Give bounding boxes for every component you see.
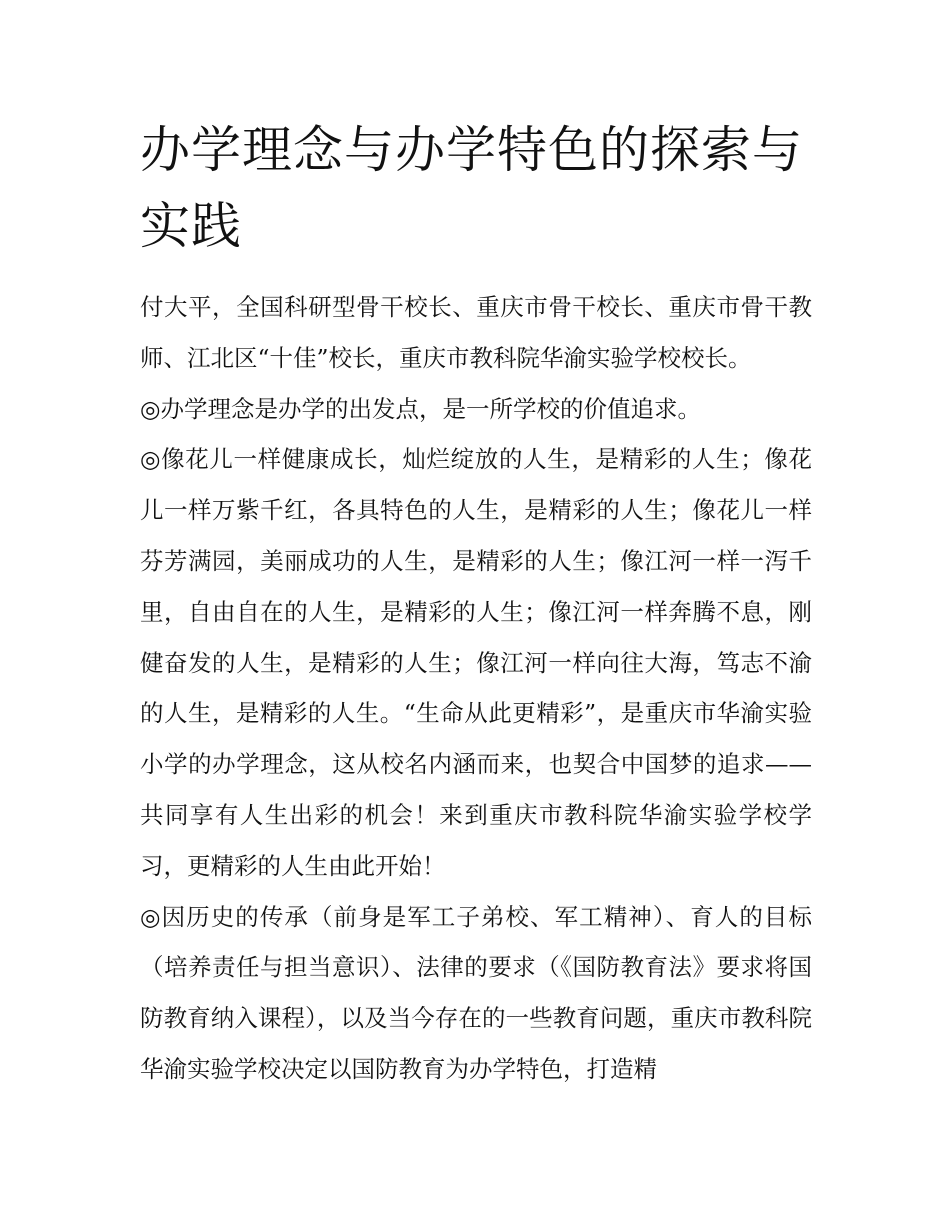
- document-body: [140, 282, 812, 1095]
- flower-river-paragraph: ◎像花儿一样健康成长，灿烂绽放的人生，是精彩的人生；像花儿一样万紫千红，各具特色的人生，是精彩的人生；像花儿一样芬芳满园，美丽成功的人生，是精彩的人生；像江河一样一泻千里，自由自在的人生，是精彩的人生；像江河一样奔腾不息，刚健奋发的人生，是精彩的人生；像江河一样向往大海，笃志不渝的人生，是精彩的人生。“生命从此更精彩”，是重庆市华渝实验小学的办学理念，这从校名内涵而来，也契合中国梦的追求——共同享有人生出彩的机会！来到重庆市教科院华渝实验学校学习，更精彩的人生由此开始！: [140, 445, 812, 880]
- document-title: 办学理念与办学特色的探索与实践: [140, 121, 803, 255]
- philosophy-paragraph: ◎办学理念是办学的出发点，是一所学校的价值追求。: [140, 394, 702, 423]
- document-page: [140, 112, 812, 1095]
- author-bio-paragraph: 付大平，全国科研型骨干校长、重庆市骨干校长、重庆市骨干教师、江北区“十佳”校长，重庆市教科院华渝实验学校校长。: [140, 293, 812, 372]
- defense-education-paragraph: ◎因历史的传承（前身是军工子弟校、军工精神）、育人的目标（培养责任与担当意识）、法律的要求（《国防教育法》要求将国防教育纳入课程），以及当今存在的一些教育问题，重庆市教科院华渝实验学校决定以国防教育为办学特色，打造精: [140, 902, 812, 1083]
